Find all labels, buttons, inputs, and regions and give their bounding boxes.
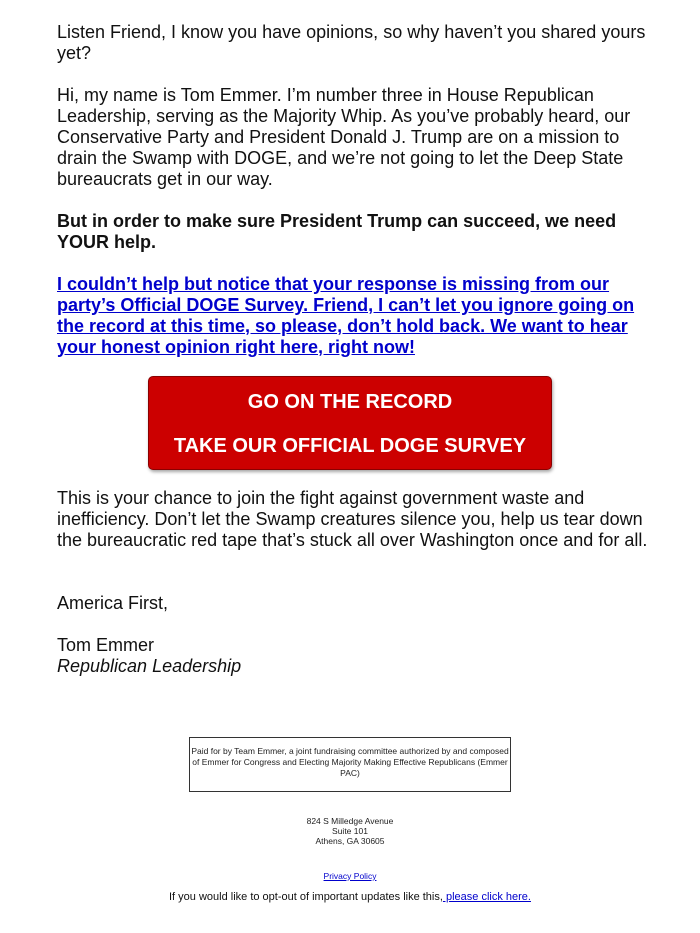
signature-name: Tom Emmer (57, 635, 155, 655)
survey-link[interactable]: I couldn’t help but notice that your response is missing from our party’s Official DOGE Survey. Friend, I can’t let you ignore going on the record at this time, so please, don’t hold back. We want to hear your honest opinion right here, right now! (57, 274, 635, 357)
opt-out-row (100, 890, 600, 904)
privacy-policy-row (200, 871, 500, 882)
privacy-policy-link[interactable]: Privacy Policy (323, 871, 377, 881)
chance-paragraph: This is your chance to join the fight against government waste and inefficiency. Don’t let the Swamp creatures silence you, help us tear down the bureaucratic red tape that’s stuck all over Washington once and for all. (57, 488, 648, 550)
cta-line-1: GO ON THE RECORD (247, 391, 453, 413)
opt-out-text: If you would like to opt-out of important updates like this, (169, 891, 443, 903)
introduction-paragraph: Hi, my name is Tom Emmer. I’m number three in House Republican Leadership, serving as the Majority Whip. As you’ve probably heard, our Conservative Party and President Donald J. Trump are on a mission to drain the Swamp with DOGE, and we’re not going to let the Deep State bureaucrats get in our way. (57, 85, 631, 189)
survey-link-paragraph (57, 274, 657, 358)
cta-line-2: TAKE OUR OFFICIAL DOGE SURVEY (173, 435, 527, 457)
address-line-2: Suite 101 (332, 826, 368, 836)
signoff: America First, (57, 593, 169, 613)
help-request-paragraph: But in order to make sure President Trump can succeed, we need YOUR help. (57, 211, 617, 252)
take-survey-button[interactable] (148, 376, 552, 470)
address-line-3: Athens, GA 30605 (315, 836, 385, 846)
mailing-address (200, 816, 500, 846)
intro-paragraph: Listen Friend, I know you have opinions, so why haven’t you shared yours yet? (57, 22, 646, 63)
signature-title: Republican Leadership (57, 656, 242, 676)
address-line-1: 824 S Milledge Avenue (306, 816, 394, 826)
opt-out-link[interactable]: please click here. (442, 891, 531, 903)
paid-for-disclaimer: Paid for by Team Emmer, a joint fundraising committee authorized by and composed of Emmer for Congress and Electing Majority Making Effective Republicans (Emmer PAC) (189, 737, 511, 792)
